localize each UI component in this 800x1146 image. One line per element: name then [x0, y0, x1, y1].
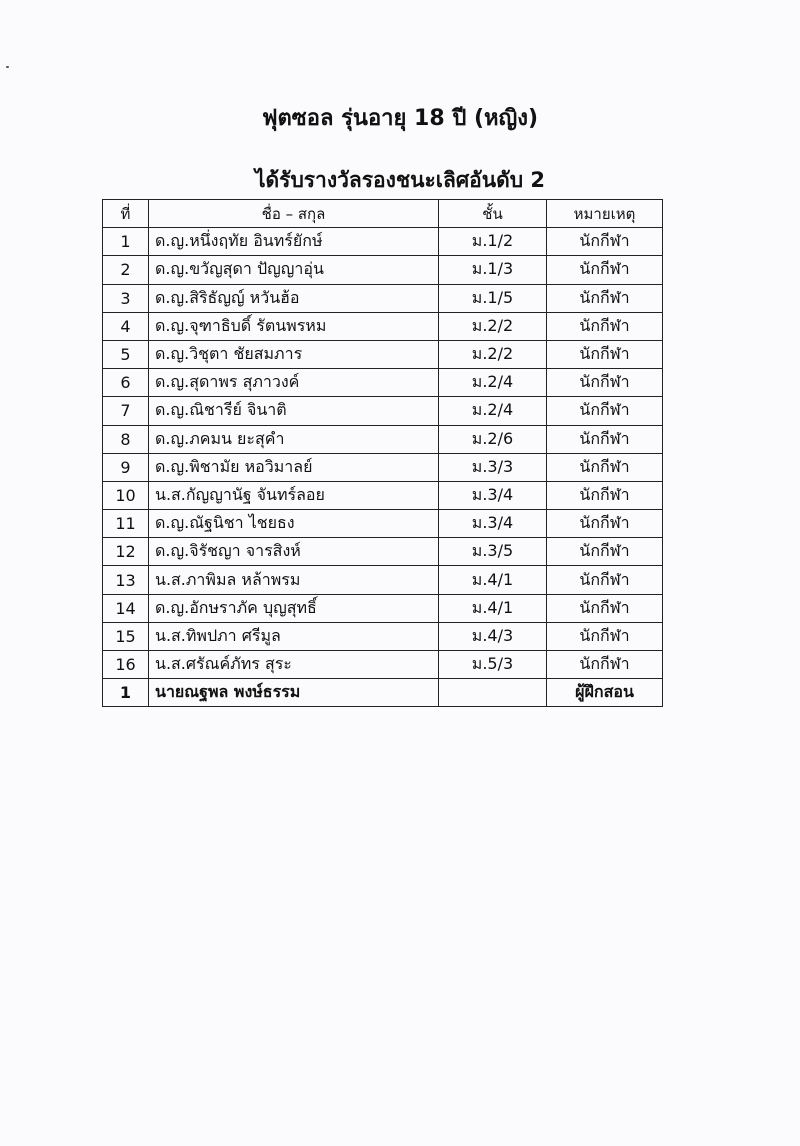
row-note: นักกีฬา	[547, 651, 663, 679]
row-note: นักกีฬา	[547, 397, 663, 425]
row-note: นักกีฬา	[547, 566, 663, 594]
row-number: 6	[103, 369, 149, 397]
table-row	[103, 284, 663, 312]
row-grade: ม.3/3	[439, 453, 547, 481]
row-note: นักกีฬา	[547, 228, 663, 256]
row-name: ด.ญ.อักษราภัค บุญสุทธิ์	[149, 594, 439, 622]
row-note: นักกีฬา	[547, 453, 663, 481]
row-number: 9	[103, 453, 149, 481]
table-row	[103, 566, 663, 594]
row-note: นักกีฬา	[547, 425, 663, 453]
table-body	[103, 228, 663, 707]
row-number: 16	[103, 651, 149, 679]
header-number: ที่	[103, 200, 149, 228]
row-number: 3	[103, 284, 149, 312]
row-note: นักกีฬา	[547, 481, 663, 509]
row-name: ด.ญ.ณัฐนิชา ไชยธง	[149, 510, 439, 538]
row-note: นักกีฬา	[547, 369, 663, 397]
row-note: นักกีฬา	[547, 340, 663, 368]
row-number: 7	[103, 397, 149, 425]
row-name: ด.ญ.วิชุตา ชัยสมภาร	[149, 340, 439, 368]
table-row	[103, 228, 663, 256]
table-header-row	[103, 200, 663, 228]
row-grade: ม.2/2	[439, 340, 547, 368]
table-row	[103, 594, 663, 622]
row-number: 5	[103, 340, 149, 368]
row-grade: ม.1/3	[439, 256, 547, 284]
coach-row	[103, 679, 663, 707]
row-grade: ม.5/3	[439, 651, 547, 679]
row-number: 11	[103, 510, 149, 538]
table-row	[103, 312, 663, 340]
row-grade: ม.1/5	[439, 284, 547, 312]
roster-table	[102, 199, 663, 707]
row-name: น.ส.ศรัณค์ภัทร สุระ	[149, 651, 439, 679]
row-grade: ม.2/6	[439, 425, 547, 453]
table-row	[103, 481, 663, 509]
row-note: ผู้ฝึกสอน	[547, 679, 663, 707]
table-row	[103, 340, 663, 368]
row-name: ด.ญ.หนึ่งฤทัย อินทร์ยักษ์	[149, 228, 439, 256]
row-grade: ม.2/4	[439, 397, 547, 425]
row-number: 14	[103, 594, 149, 622]
table-row	[103, 369, 663, 397]
row-number: 12	[103, 538, 149, 566]
table-row	[103, 538, 663, 566]
row-name: น.ส.กัญญานัฐ จันทร์ลอย	[149, 481, 439, 509]
table-row	[103, 256, 663, 284]
row-number: 10	[103, 481, 149, 509]
table-row	[103, 651, 663, 679]
row-grade: ม.3/4	[439, 481, 547, 509]
row-number: 8	[103, 425, 149, 453]
row-grade	[439, 679, 547, 707]
row-note: นักกีฬา	[547, 312, 663, 340]
header-grade: ชั้น	[439, 200, 547, 228]
header-note: หมายเหตุ	[547, 200, 663, 228]
row-name: ด.ญ.ขวัญสุดา ปัญญาอุ่น	[149, 256, 439, 284]
row-grade: ม.2/4	[439, 369, 547, 397]
table-row	[103, 453, 663, 481]
row-note: นักกีฬา	[547, 510, 663, 538]
row-note: นักกีฬา	[547, 538, 663, 566]
row-name: น.ส.ภาพิมล หล้าพรม	[149, 566, 439, 594]
row-name: ด.ญ.ณิชารีย์ จินาติ	[149, 397, 439, 425]
row-number: 1	[103, 228, 149, 256]
row-name: ด.ญ.ภคมน ยะสุคำ	[149, 425, 439, 453]
row-number: 2	[103, 256, 149, 284]
header-name: ชื่อ – สกุล	[149, 200, 439, 228]
row-note: นักกีฬา	[547, 284, 663, 312]
row-note: นักกีฬา	[547, 256, 663, 284]
row-name: ด.ญ.พิชามัย หอวิมาลย์	[149, 453, 439, 481]
table-row	[103, 425, 663, 453]
row-name: ด.ญ.สุดาพร สุภาวงค์	[149, 369, 439, 397]
row-grade: ม.4/1	[439, 594, 547, 622]
row-name: ด.ญ.จิรัชญา จารสิงห์	[149, 538, 439, 566]
row-grade: ม.3/4	[439, 510, 547, 538]
row-name: ด.ญ.จุฑาธิบดิ์ รัตนพรหม	[149, 312, 439, 340]
row-number: 15	[103, 622, 149, 650]
row-grade: ม.4/3	[439, 622, 547, 650]
page-subtitle: ได้รับรางวัลรองชนะเลิศอันดับ 2	[254, 168, 546, 192]
row-note: นักกีฬา	[547, 594, 663, 622]
row-note: นักกีฬา	[547, 622, 663, 650]
row-number: 13	[103, 566, 149, 594]
scan-speck	[6, 66, 9, 68]
row-grade: ม.3/5	[439, 538, 547, 566]
row-number: 1	[103, 679, 149, 707]
page-title: ฟุตซอล รุ่นอายุ 18 ปี (หญิง)	[261, 106, 539, 131]
table-row	[103, 622, 663, 650]
row-name: น.ส.ทิพปภา ศรีมูล	[149, 622, 439, 650]
row-grade: ม.1/2	[439, 228, 547, 256]
row-number: 4	[103, 312, 149, 340]
row-grade: ม.4/1	[439, 566, 547, 594]
row-grade: ม.2/2	[439, 312, 547, 340]
table-row	[103, 397, 663, 425]
table-row	[103, 510, 663, 538]
row-name: ด.ญ.สิริธัญญ์ หวันฮ้อ	[149, 284, 439, 312]
row-name: นายณฐพล พงษ์ธรรม	[149, 679, 439, 707]
